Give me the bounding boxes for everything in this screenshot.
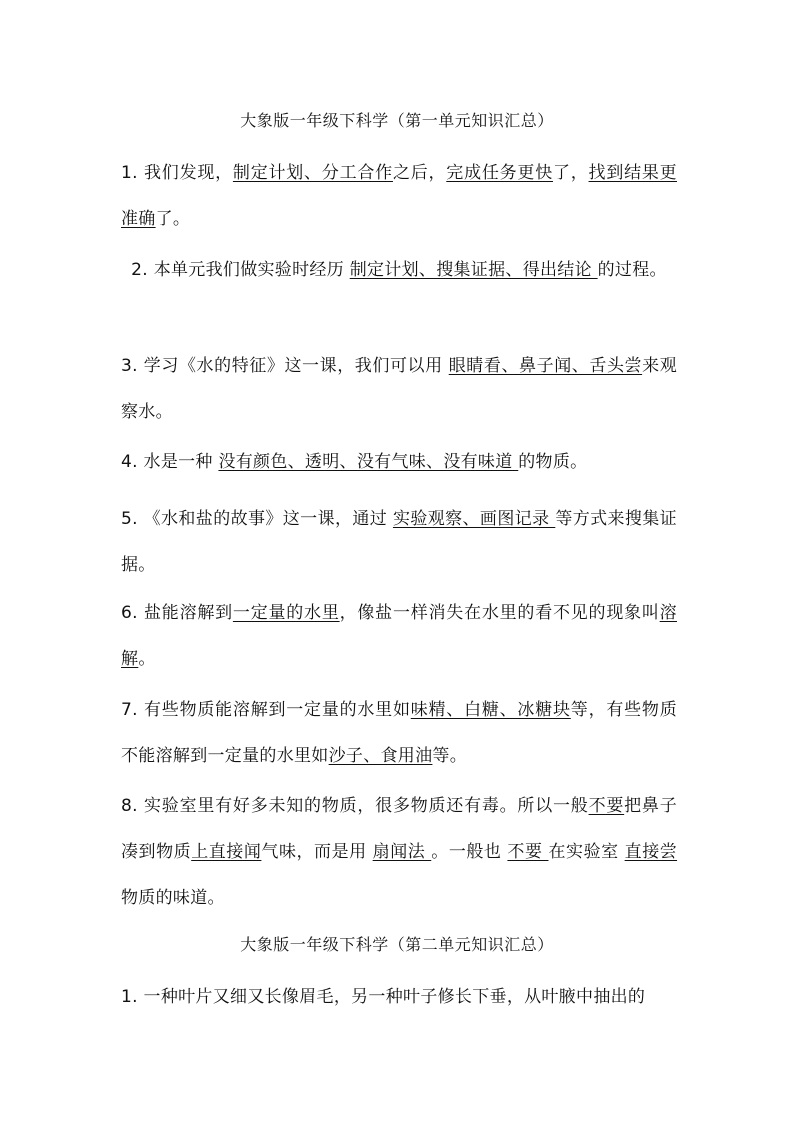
underlined-answer: 一定量的水里 xyxy=(232,603,340,623)
s1-item-5 xyxy=(121,496,677,588)
section2-title: 大象版一年级下科学（第二单元知识汇总） xyxy=(240,935,554,954)
text-run: 6. 盐能溶解到 xyxy=(121,603,233,623)
underlined-answer: 制定计划、分工合作 xyxy=(232,163,393,183)
text-run: 在实验室 xyxy=(548,842,625,862)
s1-item-8 xyxy=(121,783,677,921)
underlined-answer: 完成任务更快 xyxy=(446,163,553,183)
underlined-answer: 不要 xyxy=(588,796,625,816)
text-run: 等，有些物质不能溶解到一定量的水里如 xyxy=(121,700,677,766)
underlined-answer: 味精、白糖、冰糖块 xyxy=(410,700,571,720)
underlined-answer: 没有颜色、透明、没有气味、没有味道 xyxy=(218,452,519,472)
text-run: 物质的味道。 xyxy=(121,888,225,908)
text-run: 来观察水。 xyxy=(121,356,677,422)
text-run: 3. 学习《水的特征》这一课，我们可以用 xyxy=(121,356,449,376)
underlined-answer: 眼睛看、鼻子闻、舌头尝 xyxy=(448,356,643,376)
underlined-answer: 找到结果更准确 xyxy=(121,163,677,229)
s1-item-4 xyxy=(121,439,677,485)
text-run: 1. 一种叶片又细又长像眉毛，另一种叶子修长下垂，从叶腋中抽出的 xyxy=(121,987,646,1007)
s1-item-2 xyxy=(121,247,677,293)
underlined-answer: 上直接闻 xyxy=(191,842,262,862)
text-run: 7. 有些物质能溶解到一定量的水里如 xyxy=(121,700,411,720)
text-run: 2. 本单元我们做实验时经历 xyxy=(131,260,350,280)
text-run: 气味，而是用 xyxy=(261,842,373,862)
underlined-answer: 扇闻法 xyxy=(372,842,432,862)
s1-item-6 xyxy=(121,590,677,682)
text-run: 5. 《水和盐的故事》这一课，通过 xyxy=(121,509,393,529)
s2-item-1 xyxy=(121,974,677,1020)
underlined-answer: 制定计划、搜集证据、得出结论 xyxy=(349,260,598,280)
text-run: 的过程。 xyxy=(597,260,667,280)
text-run: 的物质。 xyxy=(518,452,588,472)
text-run: 。 xyxy=(138,649,156,669)
text-run: 把鼻子凑到物质 xyxy=(121,796,678,862)
text-run: 了， xyxy=(552,163,589,183)
section1-title: 大象版一年级下科学（第一单元知识汇总） xyxy=(240,111,554,130)
text-run: 等方式来搜集证据。 xyxy=(121,509,677,575)
s1-item-7 xyxy=(121,687,677,779)
text-run: 4. 水是一种 xyxy=(121,452,219,472)
text-run: 等。 xyxy=(432,746,468,766)
underlined-answer: 直接尝 xyxy=(624,842,678,862)
underlined-answer: 沙子、食用油 xyxy=(328,746,433,766)
text-run: 了。 xyxy=(155,209,191,229)
text-run: ，像盐一样消失在水里的看不见的现象叫 xyxy=(339,603,660,623)
underlined-answer: 不要 xyxy=(507,842,549,862)
underlined-answer: 溶解 xyxy=(121,603,677,669)
s1-item-1 xyxy=(121,150,677,242)
text-run: 8. 实验室里有好多未知的物质，很多物质还有毒。所以一般 xyxy=(121,796,589,816)
text-run: 1. 我们发现， xyxy=(121,163,233,183)
underlined-answer: 实验观察、画图记录 xyxy=(392,509,556,529)
s1-item-3 xyxy=(121,343,677,435)
text-run: 之后， xyxy=(392,163,447,183)
text-run: 。一般也 xyxy=(431,842,508,862)
